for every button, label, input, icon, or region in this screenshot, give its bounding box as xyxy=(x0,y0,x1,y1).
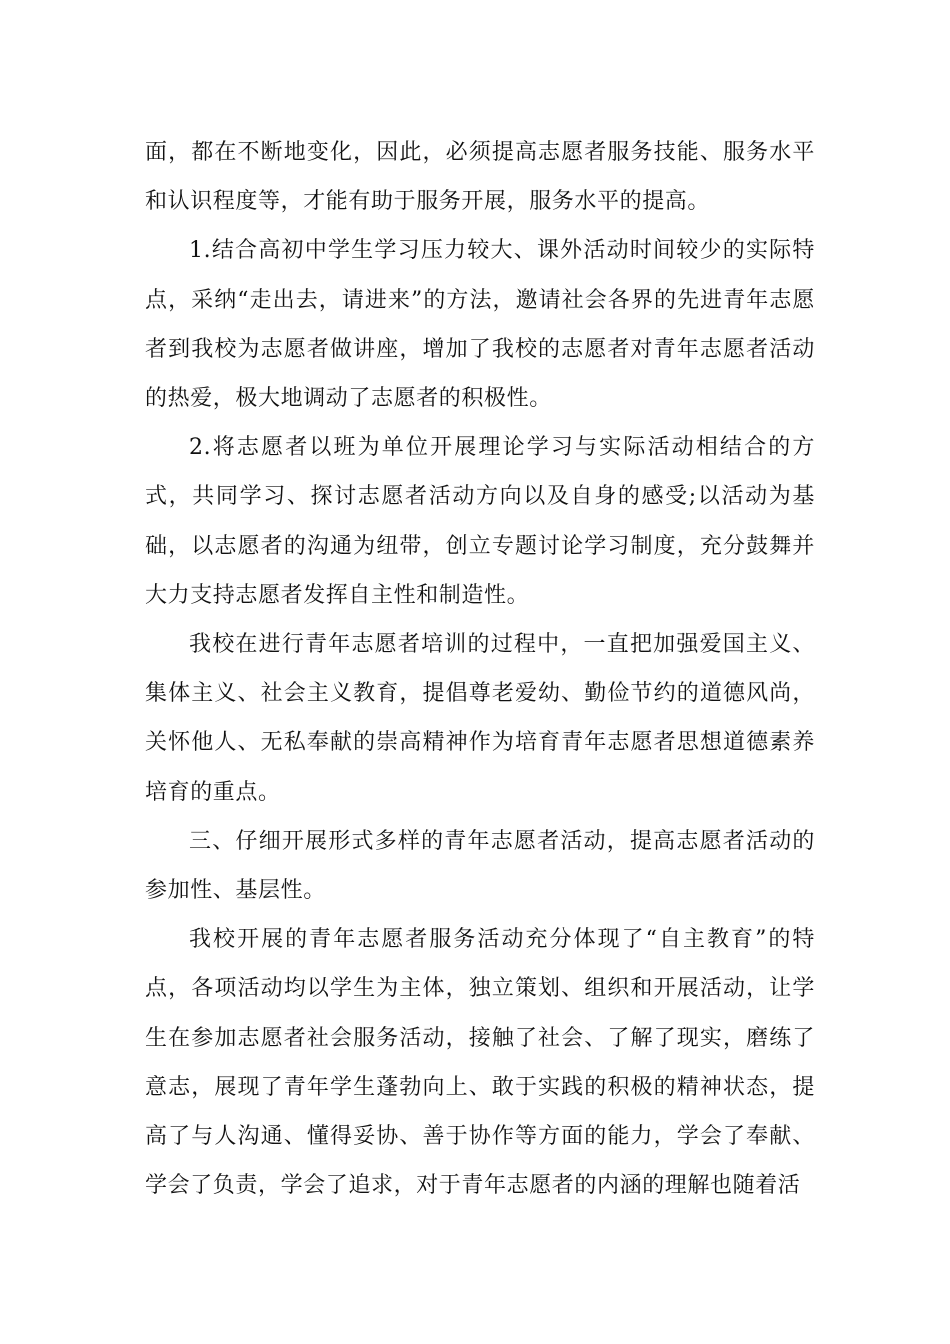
paragraph-item-1: 1.结合高初中学生学习压力较大、课外活动时间较少的实际特点，采纳“走出去，请进来”的方法，邀请社会各界的先进青年志愿者到我校为志愿者做讲座，增加了我校的志愿者对青年志愿者活动的热爱，极大地调动了志愿者的积极性。 xyxy=(145,238,815,412)
paragraph-training: 我校在进行青年志愿者培训的过程中，一直把加强爱国主义、集体主义、社会主义教育，提倡尊老爱幼、勤俭节约的道德风尚，关怀他人、无私奉献的崇高精神作为培育青年志愿者思想道德素养培育的重点。 xyxy=(145,632,815,805)
paragraph-item-2: 2.将志愿者以班为单位开展理论学习与实际活动相结合的方式，共同学习、探讨志愿者活动方向以及自身的感受;以活动为基础，以志愿者的沟通为纽带，创立专题讨论学习制度，充分鼓舞并大力支持志愿者发挥自主性和制造性。 xyxy=(145,435,815,608)
paragraph-continuation: 面，都在不断地变化，因此，必须提高志愿者服务技能、服务水平和认识程度等，才能有助于服务开展，服务水平的提高。 xyxy=(145,140,815,215)
section-heading-three: 三、仔细开展形式多样的青年志愿者活动，提高志愿者活动的参加性、基层性。 xyxy=(145,828,815,904)
document-body xyxy=(145,128,815,1210)
paragraph-activities: 我校开展的青年志愿者服务活动充分体现了“自主教育”的特点，各项活动均以学生为主体，独立策划、组织和开展活动，让学生在参加志愿者社会服务活动，接触了社会、了解了现实，磨练了意志，展现了青年学生蓬勃向上、敢于实践的积极的精神状态，提高了与人沟通、懂得妥协、善于协作等方面的能力，学会了奉献、学会了负责，学会了追求，对于青年志愿者的内涵的理解也随着活 xyxy=(145,927,815,1199)
